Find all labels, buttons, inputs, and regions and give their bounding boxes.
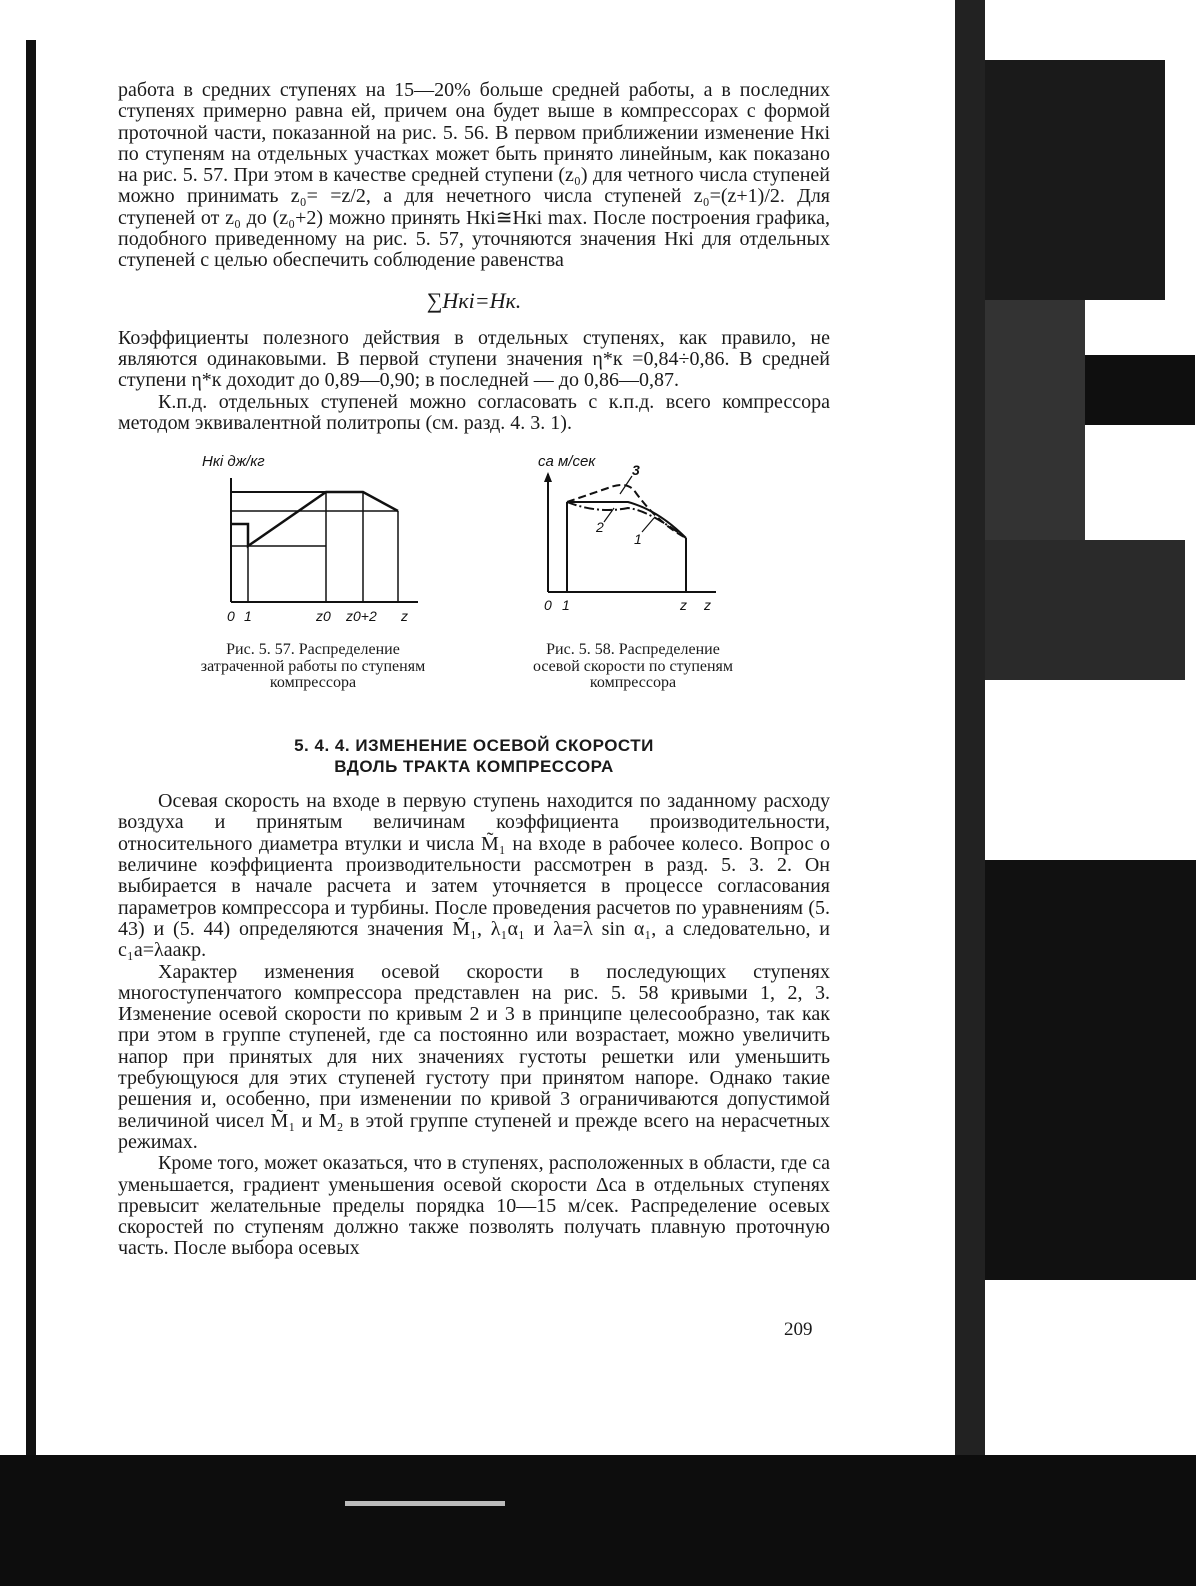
section-title-line-1: ИЗМЕНЕНИЕ ОСЕВОЙ СКОРОСТИ: [355, 736, 654, 756]
paragraph-velocity-curves: Характер изменения осевой скорости в последующих ступенях многоступенчатого компрессора представлен на рис. 5. 58 кривыми 1, 2, 3. Изменение осевой скорости по кривым 2 и 3 в принципе целесообразно, так как при этом в группе ступеней, где ca постоянно или возрастает, можно увеличить напор при принятых для них значениях густоты решетки или уменьшить требующуюся для этих ступеней густоту при принятом напоре. Однако такие решения и, особенно, при изменении по кривой 3 ограничиваются допустимой величиной чисел M̃₁ и M₂ в этой группе ступеней и прежде всего на нерасчетных режимах.: [118, 960, 830, 1153]
figure-58-caption: Рис. 5. 58. Распределение осевой скорости по ступеням компрессора: [532, 641, 734, 692]
figure-57-ylabel: Hкi дж/кг: [202, 453, 265, 471]
section-heading: [118, 735, 830, 777]
curve-label-1: 1: [634, 531, 642, 548]
paragraph-polytrope: К.п.д. отдельных ступеней можно согласовать с к.п.д. всего компрессора методом эквивалентной политропы (см. разд. 4. 3. 1).: [118, 390, 830, 434]
y-axis-arrow: [544, 472, 552, 482]
scan-streak: [345, 1501, 505, 1506]
section-number: 5. 4. 4.: [294, 736, 351, 756]
curve-label-3: 3: [632, 462, 640, 479]
curve-3: [567, 485, 686, 538]
page-number: 209: [784, 1319, 813, 1340]
tick-0: 0: [544, 597, 552, 614]
paragraph-velocity-gradient: Кроме того, может оказаться, что в ступенях, расположенных в области, где ca уменьшается, градиент уменьшения осевой скорости Δca в отдельных ступенях превысит желательные пределы порядка 10—15 м/сек. Распределение осевых скоростей по ступеням должно также позволять получать плавную проточную часть. После выбора осевых: [118, 1152, 830, 1260]
tick-z0-plus-2: z0+2: [346, 608, 377, 625]
paragraph-efficiency: Коэффициенты полезного действия в отдельных ступенях, как правило, не являются одинаковыми. В первой ступени значения η*к =0,84÷0,86. В средней ступени η*к доходит до 0,89—0,90; в последней — до 0,86—0,87.: [118, 326, 830, 392]
paragraph-inlet-velocity: Осевая скорость на входе в первую ступень находится по заданному расходу воздуха и принятым величинам коэффициента производительности, относительного диаметра втулки и числа M̃₁ на входе в рабочее колесо. Вопрос о величине коэффициента производительности рассмотрен в разд. 5. 3. 2. Он выбирается в начале расчета и затем уточняется в процессе согласования параметров компрессора и турбины. После проведения расчетов по уравнениям (5. 43) и (5. 44) определяются значения M̃₁, λ₁α₁ и λa=λ sin α₁, а следовательно, и c₁a=λaaкр.: [118, 790, 830, 962]
work-distribution-plot: [198, 448, 428, 638]
figure-57-caption: Рис. 5. 57. Распределение затраченной работы по ступеням компрессора: [200, 641, 426, 692]
paragraph-top: работа в средних ступенях на 15—20% больше средней работы, а в последних ступенях примерно равна ей, причем она будет выше в компрессорах с формой проточной части, показанной на рис. 5. 56. В первом приближении изменение Hкi по ступеням на отдельных участках может быть принято линейным, как показано на рис. 5. 57. При этом в качестве средней ступени (z₀) для четного числа ступеней можно принимать z₀= =z/2, а для нечетного числа ступеней z₀=(z+1)/2. Для ступеней от z₀ до (z₀+2) можно принять Hкi≅Hкi max. После построения графика, подобного приведенному на рис. 5. 57, уточняются значения Hкi для отдельных ступеней с целью обеспечить соблюдение равенства: [118, 79, 830, 272]
figure-5-57: [198, 448, 428, 692]
tick-1: 1: [244, 608, 252, 625]
figures-row: [118, 448, 830, 713]
tick-0: 0: [227, 608, 235, 625]
curve-label-2: 2: [596, 519, 604, 536]
figure-58-ylabel: ca м/сек: [538, 453, 596, 471]
work-curve: [231, 492, 398, 546]
sum-formula: ∑Hкi=Hк.: [426, 287, 522, 313]
leader-1: [642, 518, 654, 532]
scan-left-margin: [0, 0, 60, 1586]
tick-z0: z0: [316, 608, 331, 625]
tick-1: 1: [562, 597, 570, 614]
page-binding-edge: [26, 40, 36, 1460]
axial-velocity-plot: [528, 448, 738, 638]
scan-bottom-margin: [0, 1455, 1196, 1586]
leader-3: [620, 476, 632, 494]
page-content: [118, 80, 830, 1260]
section-heading-line-1: [118, 735, 830, 756]
tick-z-first: z: [680, 597, 687, 614]
tick-z-second: z: [704, 597, 711, 614]
section-title-line-2: ВДОЛЬ ТРАКТА КОМПРЕССОРА: [334, 757, 614, 777]
curve-2: [567, 502, 686, 538]
scan-right-margin: [955, 0, 1196, 1586]
figure-5-58: [528, 448, 738, 692]
tick-z: z: [401, 608, 408, 625]
